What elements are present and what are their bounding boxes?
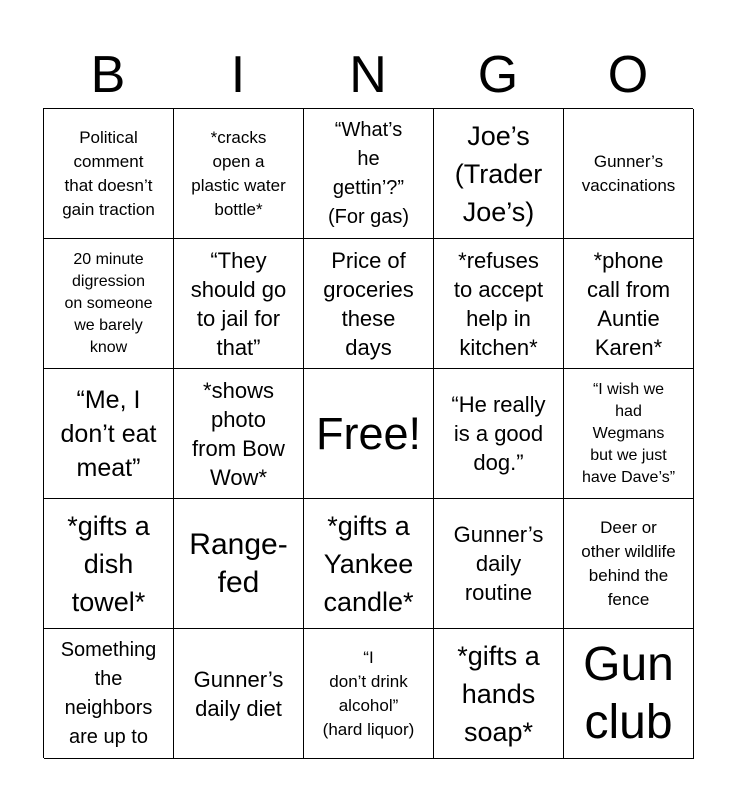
cell-text: “I don’t drink alcohol” (hard liquor) xyxy=(322,647,415,739)
bingo-cell-1-5[interactable] xyxy=(564,109,694,239)
bingo-cell-1-2[interactable] xyxy=(174,109,304,239)
bingo-cell-1-4[interactable] xyxy=(434,109,564,239)
cell-text: *shows photo from Bow Wow* xyxy=(192,377,285,490)
bingo-grid xyxy=(43,108,693,758)
bingo-cell-5-1[interactable] xyxy=(44,629,174,759)
header-letter-b: B xyxy=(90,46,126,104)
header-letter-i: I xyxy=(230,46,246,104)
bingo-cell-5-2[interactable] xyxy=(174,629,304,759)
bingo-cell-2-1[interactable] xyxy=(44,239,174,369)
cell-text: *gifts a dish towel* xyxy=(67,510,150,617)
free-space-text: Free! xyxy=(315,407,422,459)
bingo-header xyxy=(43,40,693,110)
cell-text: Gunner’s vaccinations xyxy=(581,151,676,195)
bingo-cell-5-5[interactable] xyxy=(564,629,694,759)
cell-text: Deer or other wildlife behind the fence xyxy=(581,517,676,609)
cell-text: Something the neighbors are up to xyxy=(60,638,157,748)
cell-text: *refuses to accept help in kitchen* xyxy=(453,247,544,360)
bingo-cell-4-3[interactable] xyxy=(304,499,434,629)
cell-text: Gunner’s daily diet xyxy=(193,666,284,721)
bingo-cell-1-1[interactable] xyxy=(44,109,174,239)
bingo-cell-3-3-free[interactable] xyxy=(304,369,434,499)
cell-text: “What’s he gettin’?” (For gas) xyxy=(327,118,410,228)
bingo-cell-1-3[interactable] xyxy=(304,109,434,239)
cell-text: Joe’s (Trader Joe’s) xyxy=(454,120,543,227)
bingo-cell-3-5[interactable] xyxy=(564,369,694,499)
cell-text: “He really is a good dog.” xyxy=(451,392,546,475)
bingo-cell-3-1[interactable] xyxy=(44,369,174,499)
cell-text: *gifts a hands soap* xyxy=(457,640,540,747)
bingo-cell-3-4[interactable] xyxy=(434,369,564,499)
cell-text: Price of groceries these days xyxy=(323,247,414,360)
bingo-cell-4-2[interactable] xyxy=(174,499,304,629)
cell-text: “I wish we had Wegmans but we just have Dave’s” xyxy=(581,380,676,486)
bingo-cell-5-4[interactable] xyxy=(434,629,564,759)
cell-text: Range- fed xyxy=(189,527,288,599)
cell-text: Gun club xyxy=(583,637,674,749)
bingo-cell-5-3[interactable] xyxy=(304,629,434,759)
bingo-cell-2-4[interactable] xyxy=(434,239,564,369)
cell-text: 20 minute digression on someone we barely know xyxy=(64,250,153,356)
bingo-cell-3-2[interactable] xyxy=(174,369,304,499)
cell-text: Gunner’s daily routine xyxy=(453,522,544,605)
cell-text: “They should go to jail for that” xyxy=(190,247,287,360)
bingo-cell-2-2[interactable] xyxy=(174,239,304,369)
header-letter-o: O xyxy=(607,46,649,104)
cell-text: “Me, I don’t eat meat” xyxy=(60,385,157,482)
cell-text: *cracks open a plastic water bottle* xyxy=(191,127,286,219)
bingo-cell-4-4[interactable] xyxy=(434,499,564,629)
cell-text: *gifts a Yankee candle* xyxy=(323,510,414,617)
bingo-cell-4-5[interactable] xyxy=(564,499,694,629)
cell-text: Political comment that doesn’t gain traction xyxy=(62,127,155,219)
cell-text: *phone call from Auntie Karen* xyxy=(586,247,671,360)
bingo-cell-4-1[interactable] xyxy=(44,499,174,629)
bingo-cell-2-5[interactable] xyxy=(564,239,694,369)
bingo-cell-2-3[interactable] xyxy=(304,239,434,369)
header-letter-g: G xyxy=(477,46,519,104)
header-letter-n: N xyxy=(349,46,387,104)
